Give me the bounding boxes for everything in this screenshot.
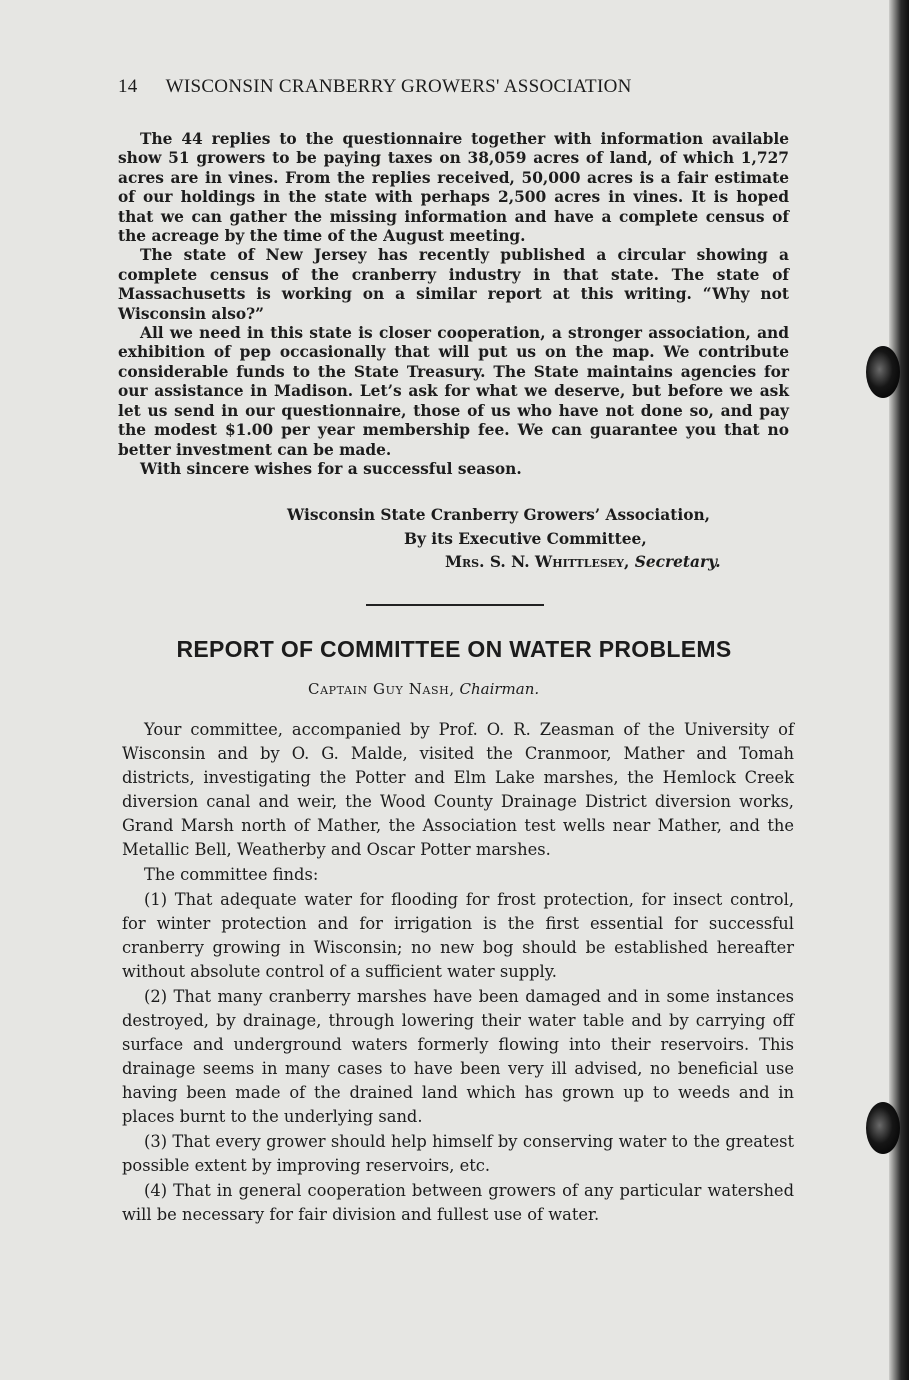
letter-paragraph: The 44 replies to the questionnaire together with information available show 51 growers to be paying taxes on 38,059 acres of land, of which 1,727 acres are in vines. From the replies received, 50,000 acres is a fair estimate of our holdings in the state with perhaps 2,500 acres in vines. It is hoped that we can gather the missing information and have a complete census of the acreage by the time of the August meeting.	[118, 130, 789, 246]
report-finding: (1) That adequate water for flooding for frost protection, for insect control, for winter protection and for irrigation is the first essential for successful cranberry growing in Wisconsin; no new bog should be established hereafter without absolute control of a sufficient water supply.	[122, 890, 794, 981]
signature-committee: By its Executive Committee,	[404, 530, 647, 548]
secretary-role: Secretary.	[634, 553, 721, 571]
signature-association: Wisconsin State Cranberry Growers’ Association,	[287, 506, 711, 524]
letter-closing: With sincere wishes for a successful season.	[140, 459, 522, 478]
report-finding: (3) That every grower should help himself by conserving water to the greatest possible extent by improving reservoirs, etc.	[122, 1132, 794, 1175]
secretary-name: Mrs. S. N. Whittlesey,	[445, 553, 630, 571]
signature-secretary	[445, 553, 721, 571]
page-edge-shadow	[889, 0, 909, 1380]
report-finding: (4) That in general cooperation between growers of any particular watershed will be necessary for fair division and fullest use of water.	[122, 1181, 794, 1224]
chairman-name: Captain Guy Nash,	[308, 680, 455, 698]
letter-paragraph: All we need in this state is closer cooperation, a stronger association, and exhibition of pep occasionally that will put us on the map. We contribute considerable funds to the State Treasury. The State maintains agencies for our assistance in Madison. Let’s ask for what we deserve, but before we ask let us send in our questionnaire, those of us who have not done so, and pay the modest $1.00 per year membership fee. We can guarantee you that no better investment can be made.	[118, 324, 789, 459]
report-body	[122, 718, 794, 1228]
report-title: REPORT OF COMMITTEE ON WATER PROBLEMS	[176, 636, 732, 662]
report-paragraph: The committee finds:	[144, 865, 319, 884]
punch-hole-top	[866, 346, 900, 398]
chairman-role: Chairman.	[459, 680, 540, 698]
page-number: 14	[118, 76, 138, 97]
running-header	[118, 76, 728, 98]
punch-hole-bottom	[866, 1102, 900, 1154]
section-divider	[366, 604, 544, 606]
letter-paragraph: The state of New Jersey has recently published a circular showing a complete census of the cranberry industry in that state. The state of Massachusetts is working on a similar report at this writing. “Why not Wisconsin also?”	[118, 246, 789, 323]
report-paragraph: Your committee, accompanied by Prof. O. R. Zeasman of the University of Wisconsin and by O. G. Malde, visited the Cranmoor, Mather and Tomah districts, investigating the Potter and Elm Lake marshes, the Hemlock Creek diversion canal and weir, the Wood County Drainage District diversion works, Grand Marsh north of Mather, the Association test wells near Mather, and the Metallic Bell, Weatherby and Oscar Potter marshes.	[122, 720, 794, 859]
running-title: WISCONSIN CRANBERRY GROWERS' ASSOCIATION	[165, 76, 632, 97]
report-chairman	[308, 680, 539, 698]
letter-body	[118, 130, 789, 479]
report-finding: (2) That many cranberry marshes have been damaged and in some instances destroyed, by drainage, through lowering their water table and by carrying off surface and underground waters formerly flowing into their reservoirs. This drainage seems in many cases to have been very ill advised, no beneficial use having been made of the drained land which has grown up to weeds and in places burnt to the underlying sand.	[122, 987, 794, 1126]
